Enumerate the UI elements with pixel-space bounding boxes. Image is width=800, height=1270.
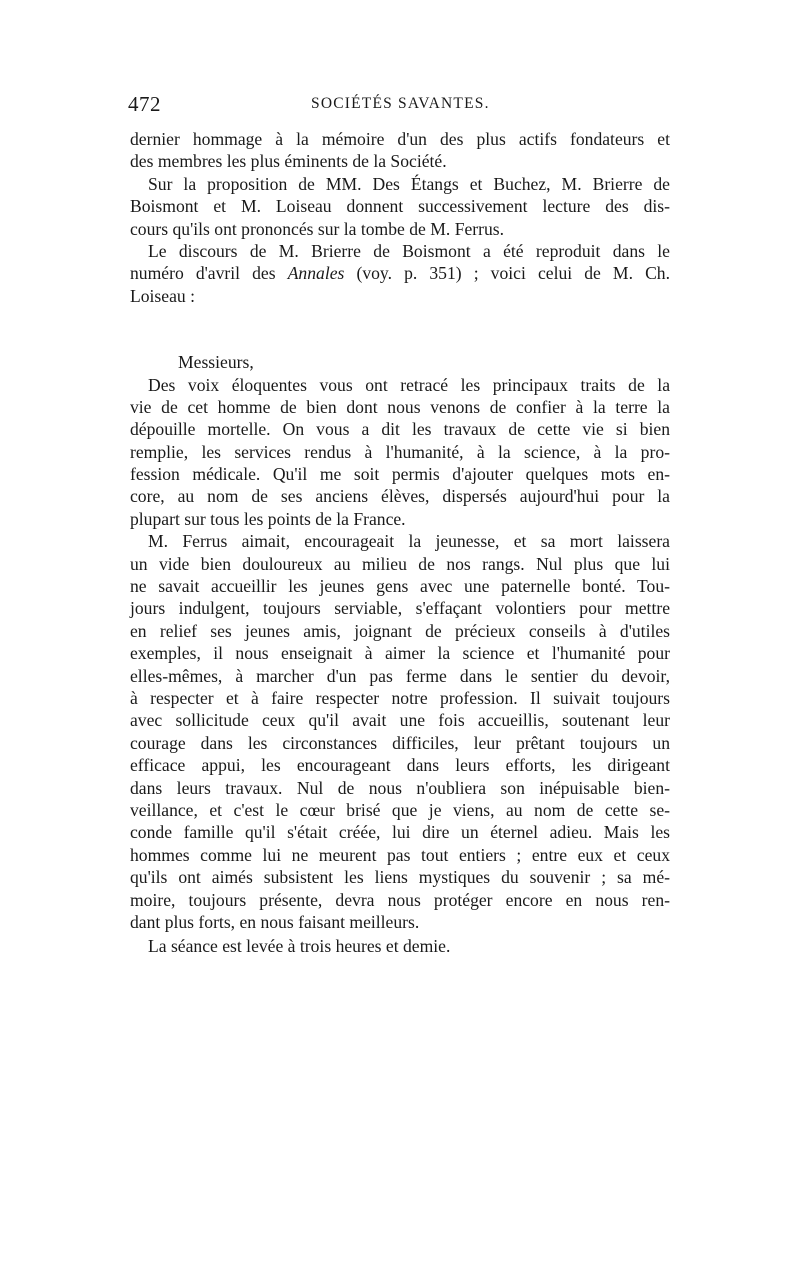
text-line: plupart sur tous les points de la France. bbox=[130, 508, 406, 529]
text-line bbox=[130, 262, 670, 284]
text-line: fession médicale. Qu'il me soit permis d'ajouter quelques mots en- bbox=[130, 464, 670, 485]
text-line: Le discours de M. Brierre de Boismont a été reproduit dans le bbox=[148, 240, 670, 261]
text-line: hommes comme lui ne meurent pas tout entiers ; entre eux et ceux bbox=[130, 844, 670, 865]
paragraph bbox=[130, 935, 670, 957]
text-line: ne savait accueillir les jeunes gens avec une paternelle bonté. Tou- bbox=[130, 576, 670, 597]
text-line: dernier hommage à la mémoire d'un des plus actifs fondateurs et bbox=[130, 129, 670, 149]
paragraph bbox=[130, 173, 670, 240]
text-line: Boismont et M. Loiseau donnent successivement lecture des dis- bbox=[130, 196, 670, 217]
text-line: veillance, et c'est le cœur brisé que je viens, au nom de cette se- bbox=[130, 799, 670, 820]
text-line: avec sollicitude ceux qu'il avait une fois accueillis, soutenant leur bbox=[130, 710, 670, 731]
text-segment: (voy. p. 351) ; voici celui de M. Ch. bbox=[344, 263, 670, 284]
text-line: dépouille mortelle. On vous a dit les travaux de cette vie si bien bbox=[130, 419, 670, 440]
paragraph bbox=[130, 128, 670, 173]
text-line: dant plus forts, en nous faisant meilleurs. bbox=[130, 911, 420, 932]
text-line: courage dans les circonstances difficiles, leur prêtant toujours un bbox=[130, 732, 670, 753]
text-line: cours qu'ils ont prononcés sur la tombe de M. Ferrus. bbox=[130, 218, 505, 239]
text-line: exemples, il nous enseignait à aimer la science et l'humanité pour bbox=[130, 643, 670, 664]
text-line: Sur la proposition de MM. Des Étangs et Buchez, M. Brierre de bbox=[148, 173, 670, 194]
paragraph bbox=[130, 240, 670, 307]
text-line: Des voix éloquentes vous ont retracé les principaux traits de la bbox=[148, 374, 670, 395]
text-line: moire, toujours présente, devra nous protéger encore en nous ren- bbox=[130, 889, 670, 910]
text-segment: numéro d'avril des bbox=[130, 263, 288, 284]
page-header bbox=[128, 92, 670, 124]
text-line: un vide bien douloureux au milieu de nos rangs. Nul plus que lui bbox=[130, 553, 670, 574]
text-line: remplie, les services rendus à l'humanité, à la science, à la pro- bbox=[130, 441, 670, 462]
page-number: 472 bbox=[128, 92, 161, 116]
text-line: efficace appui, les encourageant dans leurs efforts, les dirigeant bbox=[130, 755, 670, 776]
text-line: core, au nom de ses anciens élèves, dispersés aujourd'hui pour la bbox=[130, 486, 670, 507]
text-line: des membres les plus éminents de la Société. bbox=[130, 151, 447, 172]
running-head: SOCIÉTÉS SAVANTES. bbox=[311, 95, 490, 112]
paragraph bbox=[130, 530, 670, 933]
text-line: dans leurs travaux. Nul de nous n'oubliera son inépuisable bien- bbox=[130, 777, 670, 798]
text-line: elles-mêmes, à marcher d'un pas ferme dans le sentier du devoir, bbox=[130, 665, 670, 686]
salutation: Messieurs, bbox=[178, 352, 254, 373]
text-line: qu'ils ont aimés subsistent les liens mystiques du souvenir ; sa mé- bbox=[130, 867, 670, 888]
spacer bbox=[130, 307, 670, 351]
body-text bbox=[130, 128, 670, 958]
text-line: La séance est levée à trois heures et demie. bbox=[148, 936, 451, 957]
text-line: Loiseau : bbox=[130, 285, 195, 306]
paragraph bbox=[130, 351, 670, 373]
journal-title: Annales bbox=[287, 263, 345, 284]
text-line: conde famille qu'il s'était créée, lui dire un éternel adieu. Mais les bbox=[130, 822, 670, 843]
text-line: jours indulgent, toujours serviable, s'effaçant volontiers pour mettre bbox=[130, 598, 670, 619]
text-line: vie de cet homme de bien dont nous venons de confier à la terre la bbox=[130, 396, 670, 417]
text-line: à respecter et à faire respecter notre profession. Il suivait toujours bbox=[130, 687, 670, 708]
text-line: M. Ferrus aimait, encourageait la jeunesse, et sa mort laissera bbox=[148, 531, 670, 552]
paragraph bbox=[130, 374, 670, 531]
text-line: en relief ses jeunes amis, joignant de précieux conseils à d'utiles bbox=[130, 620, 670, 641]
